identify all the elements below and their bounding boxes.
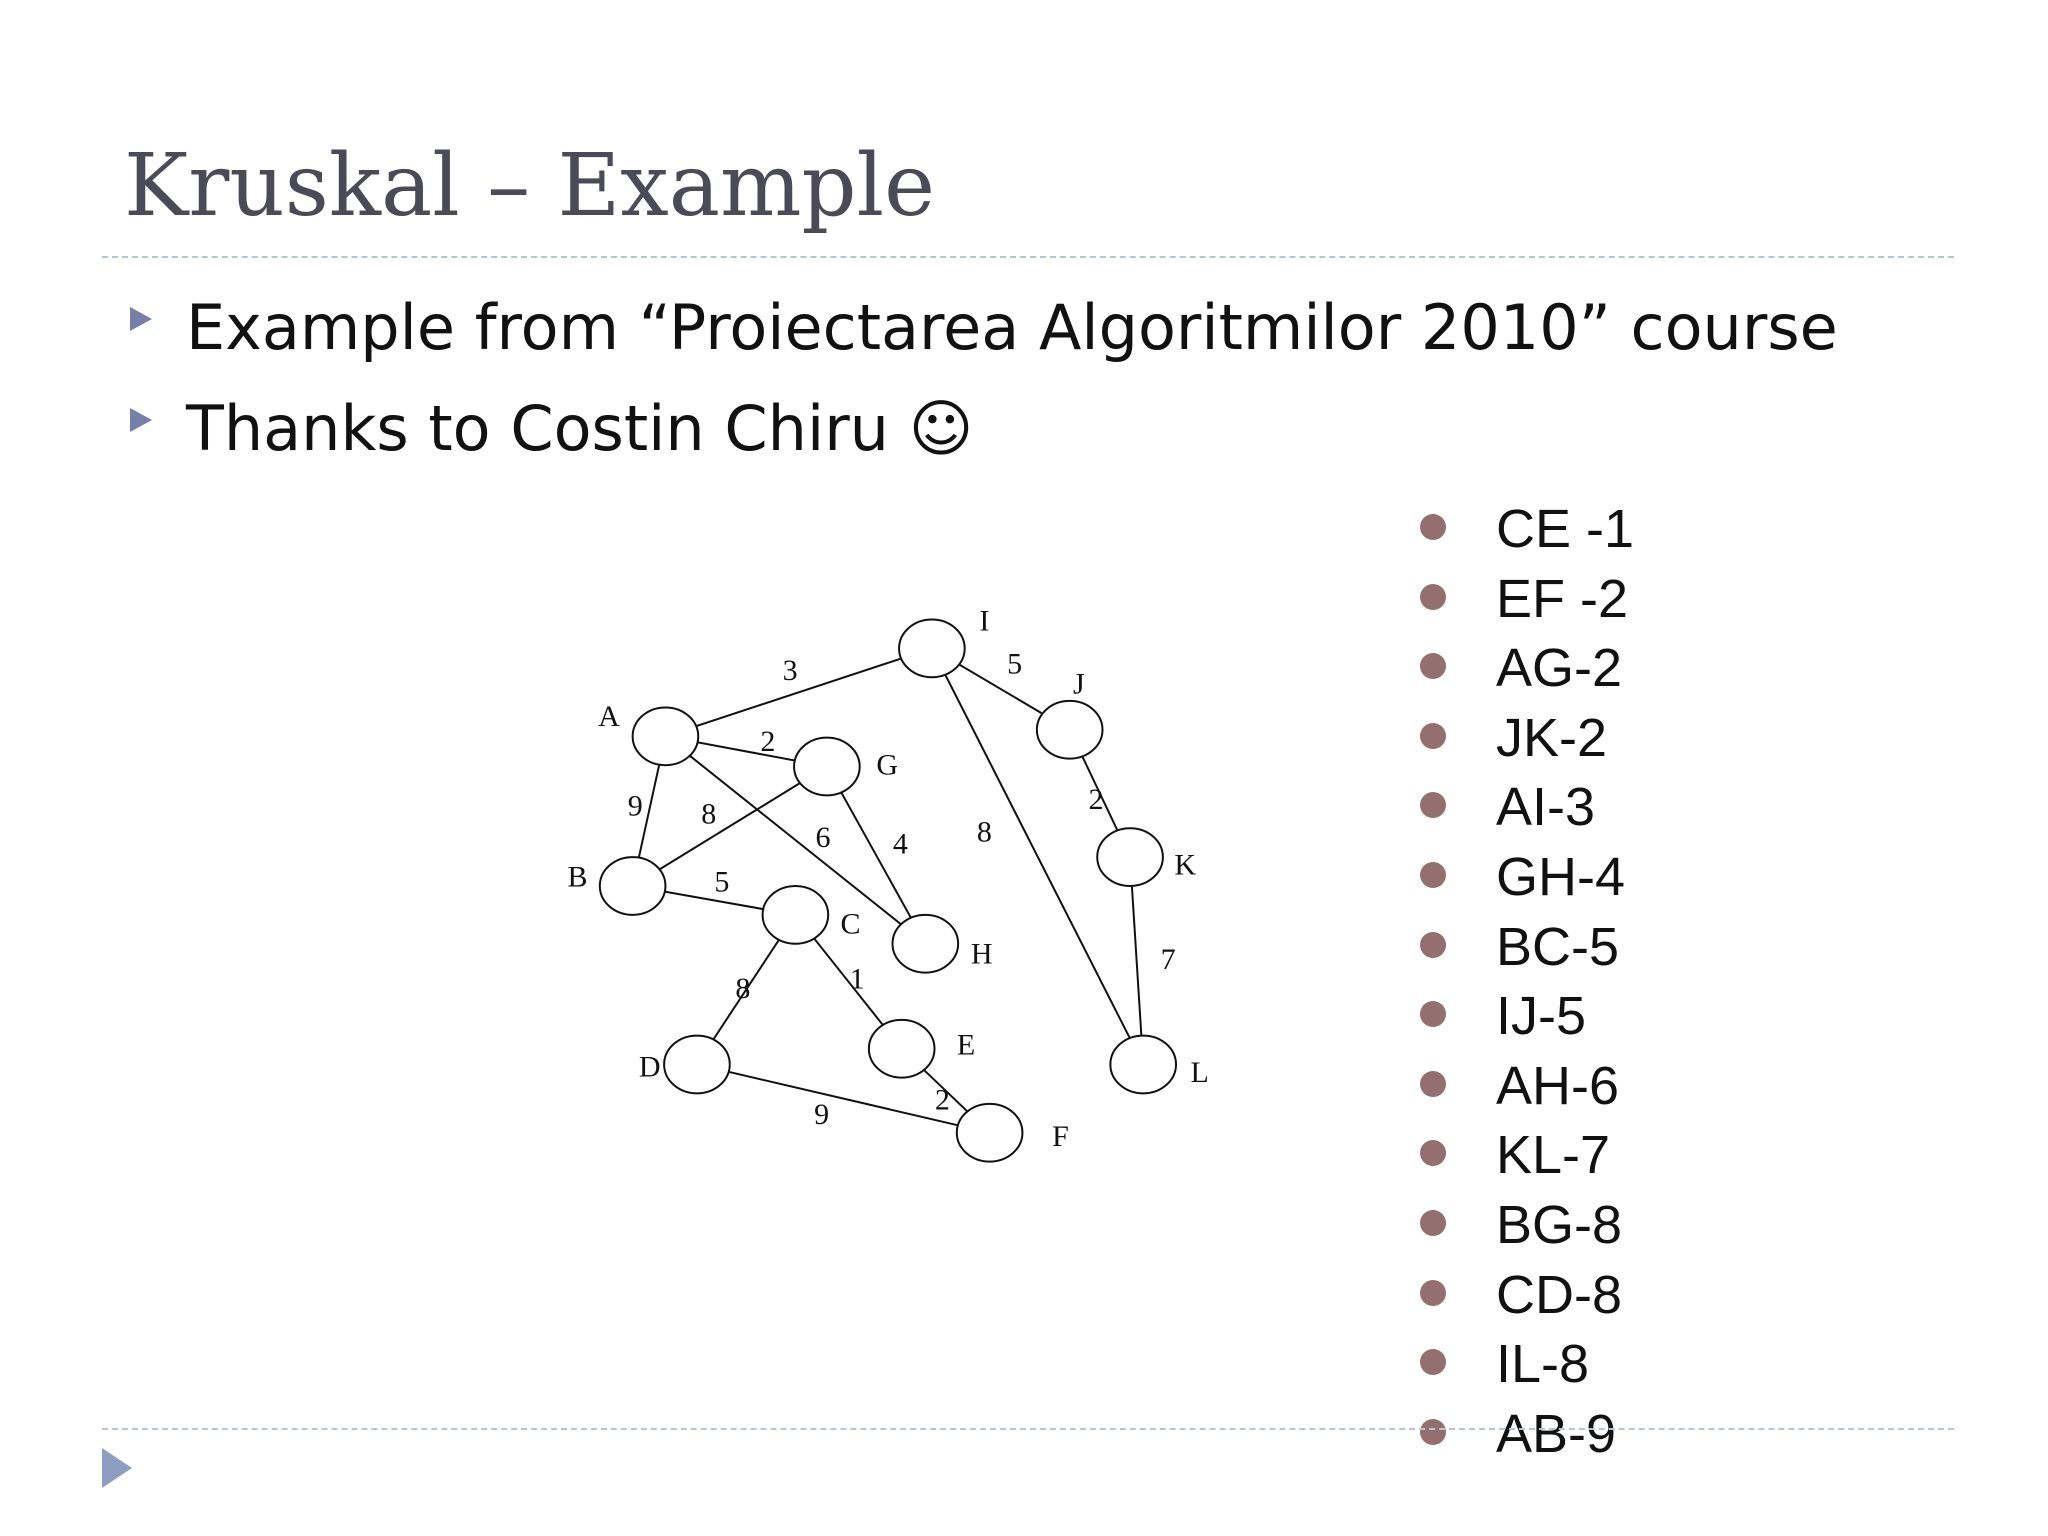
node-label-B: B <box>567 860 588 894</box>
sorted-edge-label: IL-8 <box>1496 1334 1590 1395</box>
list-bullet-icon <box>1420 584 1446 610</box>
edge-weight-label: 3 <box>782 654 798 688</box>
node-label-G: G <box>876 748 899 782</box>
node-label-C: C <box>840 907 861 941</box>
bullet-text: Thanks to Costin Chiru ☺ <box>186 392 974 465</box>
list-bullet-icon <box>1420 723 1446 749</box>
list-bullet-icon <box>1420 1419 1446 1445</box>
graph-edge-BG <box>633 767 827 886</box>
list-bullet-icon <box>1420 514 1446 540</box>
graph-node-G <box>794 738 860 796</box>
node-label-I: I <box>979 604 990 638</box>
sorted-edge-label: GH-4 <box>1496 847 1626 907</box>
graph-edge-AI <box>665 648 931 736</box>
graph-node-J <box>1037 701 1103 759</box>
sorted-edge-label: IJ-5 <box>1496 986 1587 1047</box>
node-label-E: E <box>956 1028 976 1062</box>
edge-weight-label: 2 <box>934 1083 950 1117</box>
graph-node-L <box>1110 1036 1176 1094</box>
graph-edge-KL <box>1130 857 1143 1064</box>
sorted-edge-label: BC-5 <box>1496 916 1620 977</box>
sorted-edge-label: AI-3 <box>1496 777 1596 838</box>
sorted-edge-label: EF -2 <box>1496 568 1629 629</box>
list-bullet-icon <box>1420 932 1446 958</box>
graph-node-E <box>869 1020 935 1078</box>
graph-nodes <box>567 604 1208 1161</box>
edge-weight-label: 4 <box>892 827 908 861</box>
list-bullet-icon <box>1420 1280 1446 1306</box>
edge-weight-label: 1 <box>849 962 865 996</box>
sorted-edge-label: AH-6 <box>1496 1055 1620 1116</box>
graph-node-I <box>899 620 965 678</box>
edge-weight-label: 8 <box>735 971 751 1005</box>
sorted-edge-label: JK-2 <box>1496 707 1608 768</box>
graph-node-K <box>1097 828 1163 886</box>
sorted-edge-label: CD-8 <box>1496 1264 1623 1325</box>
graph-node-C <box>763 886 829 944</box>
slide-title: Kruskal – Example <box>124 136 935 236</box>
graph-node-F <box>957 1104 1023 1162</box>
next-slide-arrow-icon[interactable] <box>102 1448 132 1488</box>
edge-weight-label: 5 <box>1007 647 1023 681</box>
edge-weight-label: 2 <box>1088 782 1104 816</box>
list-bullet-icon <box>1420 1210 1446 1236</box>
list-bullet-icon <box>1420 653 1446 679</box>
sorted-edge-label: BG-8 <box>1496 1195 1623 1255</box>
edge-weight-label: 2 <box>760 725 776 759</box>
bullet-text: Example from “Proiectarea Algoritmilor 2010” course <box>186 291 1838 364</box>
sorted-edge-label: CE -1 <box>1496 499 1635 559</box>
sorted-edge-label: AB-9 <box>1496 1403 1617 1464</box>
graph-node-D <box>664 1036 730 1094</box>
node-label-K: K <box>1174 848 1197 882</box>
node-label-F: F <box>1052 1120 1069 1154</box>
node-label-A: A <box>598 700 620 734</box>
node-label-J: J <box>1073 667 1085 701</box>
edge-weight-label: 8 <box>701 797 717 831</box>
edge-weight-label: 9 <box>627 789 643 823</box>
sorted-edge-label: AG-2 <box>1496 638 1623 699</box>
graph-node-H <box>893 915 959 973</box>
footer-divider <box>102 1428 1954 1430</box>
edge-weight-label: 7 <box>1160 942 1176 976</box>
list-bullet-icon <box>1420 1349 1446 1375</box>
edge-weight-label: 9 <box>814 1097 830 1131</box>
graph-node-A <box>633 707 699 765</box>
edge-weight-label: 5 <box>714 865 730 899</box>
list-bullet-icon <box>1420 1071 1446 1097</box>
sorted-edge-label: KL-7 <box>1496 1125 1611 1186</box>
edge-weight-label: 6 <box>815 820 831 854</box>
node-label-L: L <box>1190 1055 1209 1089</box>
list-bullet-icon <box>1420 862 1446 888</box>
edge-weight-label: 8 <box>976 815 992 849</box>
graph-node-B <box>600 857 666 915</box>
node-label-H: H <box>970 937 993 971</box>
node-label-D: D <box>638 1050 661 1084</box>
list-bullet-icon <box>1420 1001 1446 1027</box>
